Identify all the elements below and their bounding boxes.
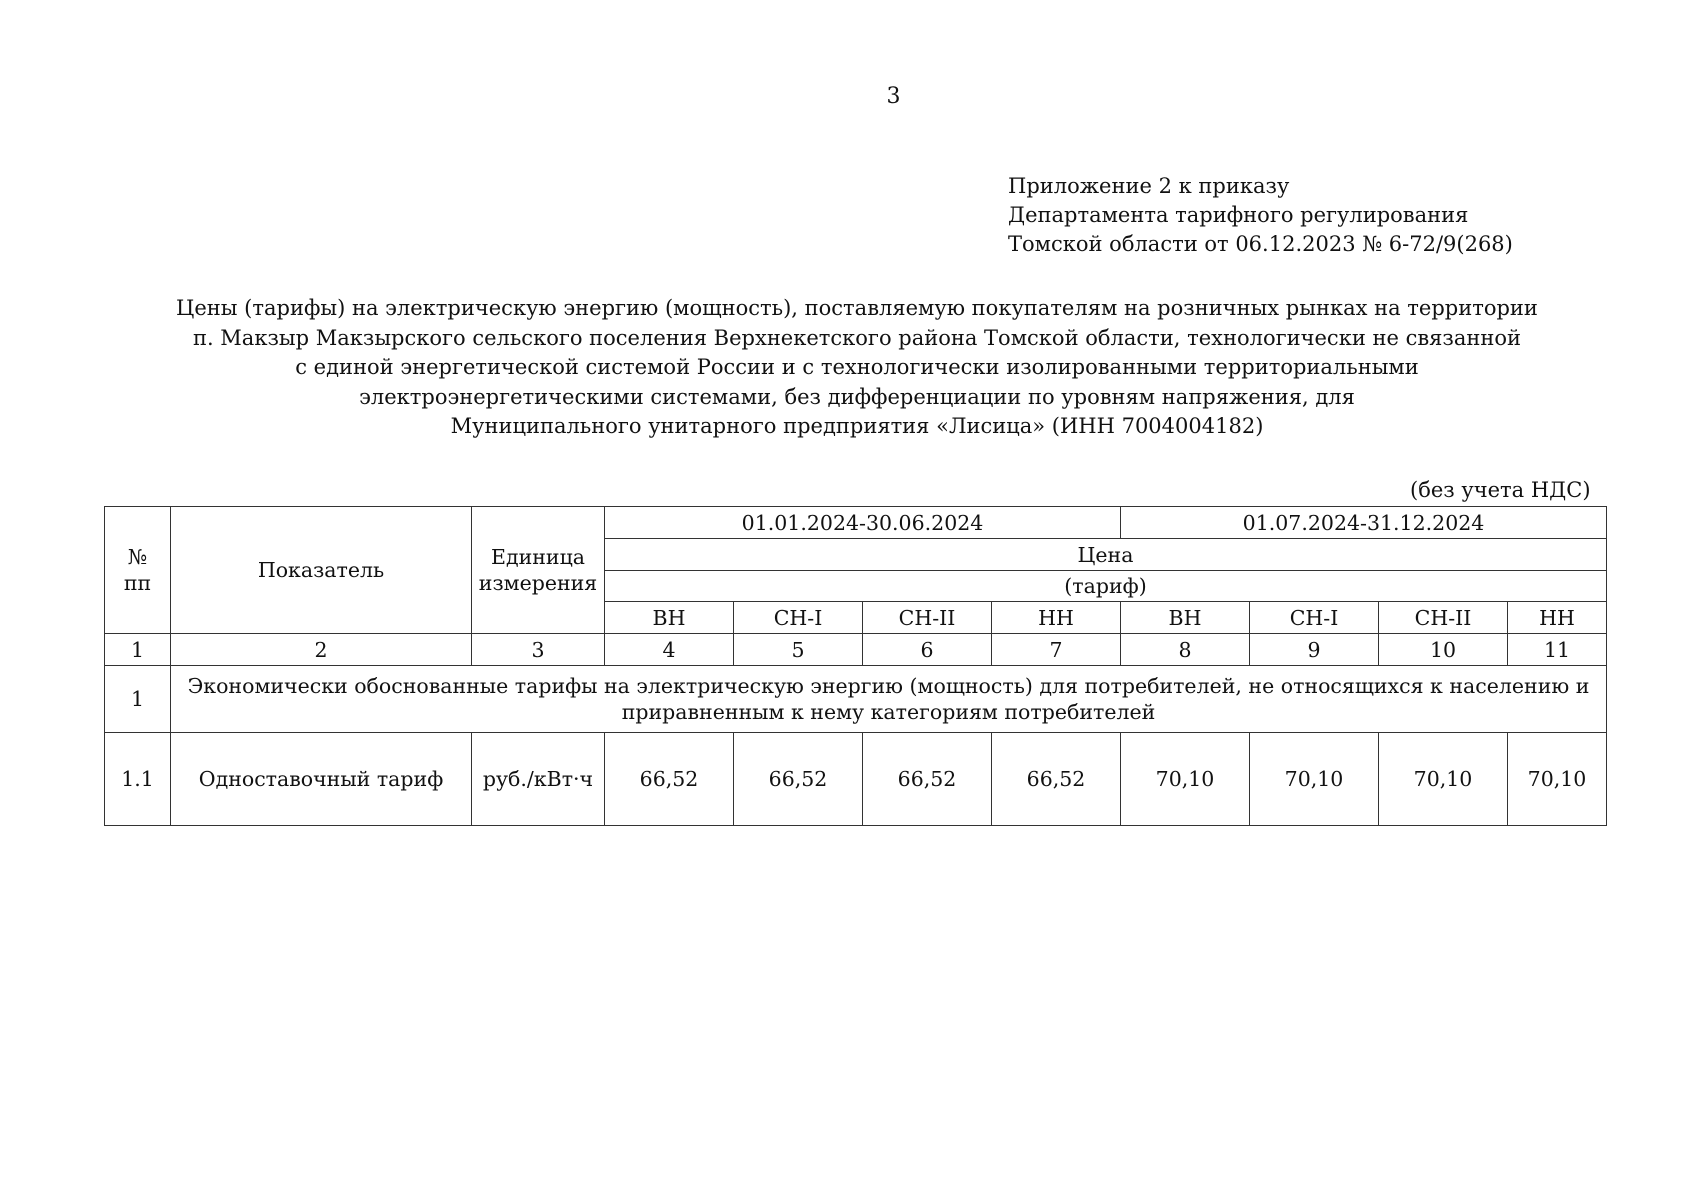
table-row bbox=[105, 733, 1607, 826]
annex-line: Департамента тарифного регулирования bbox=[1008, 203, 1469, 227]
annex-line: Томской области от 06.12.2023 № 6-72/9(268) bbox=[1008, 232, 1513, 256]
title-line: Муниципального унитарного предприятия «Лисица» (ИНН 7004004182) bbox=[450, 414, 1264, 438]
vat-note: (без учета НДС) bbox=[1410, 478, 1591, 502]
row-value: 66,52 bbox=[734, 733, 863, 826]
header-row bbox=[105, 507, 1607, 539]
row-value: 66,52 bbox=[605, 733, 734, 826]
header-voltage-level: СН-I bbox=[734, 602, 863, 634]
title-line: электроэнергетическими системами, без дифференциации по уровням напряжения, для bbox=[359, 384, 1355, 409]
section-number: 1 bbox=[105, 666, 171, 733]
row-value: 70,10 bbox=[1508, 733, 1607, 826]
tariff-table bbox=[104, 506, 1607, 826]
annex-reference bbox=[1008, 172, 1513, 259]
header-voltage-level: СН-II bbox=[1379, 602, 1508, 634]
column-number: 11 bbox=[1508, 634, 1607, 666]
row-unit: руб./кВт·ч bbox=[472, 733, 605, 826]
column-number: 2 bbox=[171, 634, 472, 666]
header-voltage-level: НН bbox=[1508, 602, 1607, 634]
document-title bbox=[104, 294, 1610, 442]
row-value: 70,10 bbox=[1379, 733, 1508, 826]
section-title: Экономически обоснованные тарифы на электрическую энергию (мощность) для потребителей, не относящихся к населению и приравненным к нему категориям потребителей bbox=[171, 666, 1607, 733]
column-number: 4 bbox=[605, 634, 734, 666]
column-number-row bbox=[105, 634, 1607, 666]
column-number: 6 bbox=[863, 634, 992, 666]
header-unit: Единица измерения bbox=[472, 507, 605, 634]
header-price: Цена bbox=[605, 539, 1607, 571]
annex-line: Приложение 2 к приказу bbox=[1008, 174, 1290, 198]
header-voltage-level: ВН bbox=[1121, 602, 1250, 634]
header-period-1: 01.01.2024-30.06.2024 bbox=[605, 507, 1121, 539]
title-line: Цены (тарифы) на электрическую энергию (мощность), поставляемую покупателям на розничных рынках на территории bbox=[176, 296, 1538, 320]
column-number: 9 bbox=[1250, 634, 1379, 666]
header-voltage-level: ВН bbox=[605, 602, 734, 634]
page-number: 3 bbox=[886, 84, 902, 109]
column-number: 1 bbox=[105, 634, 171, 666]
column-number: 7 bbox=[992, 634, 1121, 666]
column-number: 8 bbox=[1121, 634, 1250, 666]
row-value: 70,10 bbox=[1250, 733, 1379, 826]
header-indicator: Показатель bbox=[171, 507, 472, 634]
section-row bbox=[105, 666, 1607, 733]
row-number: 1.1 bbox=[105, 733, 171, 826]
row-value: 66,52 bbox=[992, 733, 1121, 826]
header-voltage-level: СН-II bbox=[863, 602, 992, 634]
title-line: с единой энергетической системой России и с технологически изолированными территориальными bbox=[295, 355, 1419, 379]
title-line: п. Макзыр Макзырского сельского поселения Верхнекетского района Томской области, технологически не связанной bbox=[192, 325, 1522, 350]
row-value: 70,10 bbox=[1121, 733, 1250, 826]
row-indicator: Одноставочный тариф bbox=[171, 733, 472, 826]
header-no: № пп bbox=[105, 507, 171, 634]
column-number: 3 bbox=[472, 634, 605, 666]
column-number: 5 bbox=[734, 634, 863, 666]
header-voltage-level: СН-I bbox=[1250, 602, 1379, 634]
header-tariff: (тариф) bbox=[605, 571, 1607, 602]
row-value: 66,52 bbox=[863, 733, 992, 826]
column-number: 10 bbox=[1379, 634, 1508, 666]
header-voltage-level: НН bbox=[992, 602, 1121, 634]
header-period-2: 01.07.2024-31.12.2024 bbox=[1121, 507, 1607, 539]
